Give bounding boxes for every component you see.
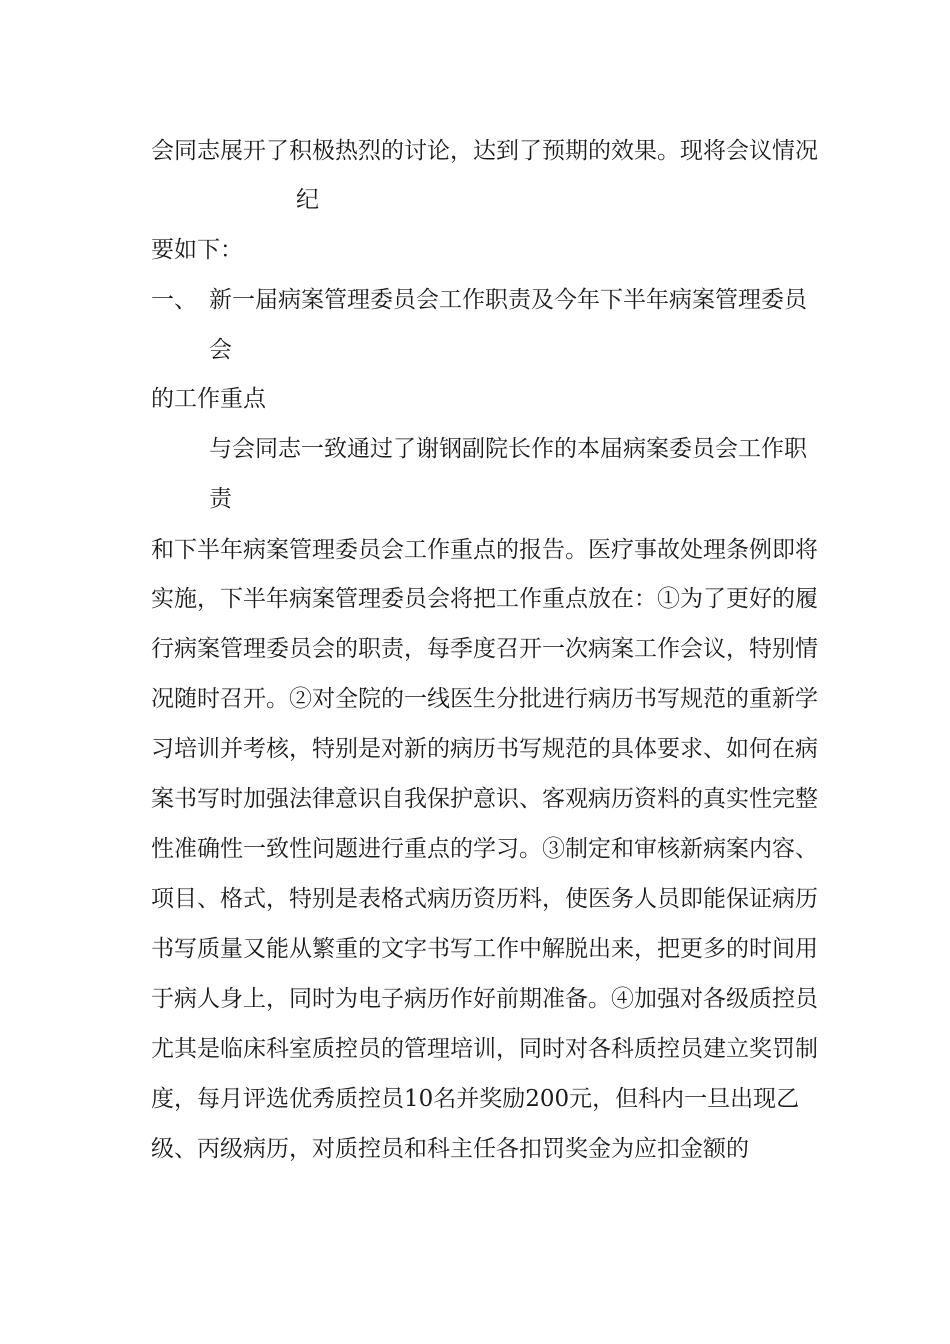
section-number: 一、 [151,287,197,313]
section-heading-line-2: 会 [209,337,232,363]
section-heading-line-1: 新一届病案管理委员会工作职责及今年下半年病案管理委员 [209,287,807,313]
paragraph-line-9: 性准确性一致性问题进行重点的学习。③制定和审核新病案内容、 [151,836,818,862]
section-heading-line-3: 的工作重点 [151,386,266,412]
paragraph-line-14: 度，每月评选优秀质控员10名并奖励200元，但科内一旦出现乙 [151,1086,800,1112]
paragraph-line-4: 实施，下半年病案管理委员会将把工作重点放在：①为了更好的履 [151,586,818,612]
paragraph-line-10: 项目、格式，特别是表格式病历资历料，使医务人员即能保证病历 [151,886,818,912]
paragraph-line-12: 于病人身上，同时为电子病历作好前期准备。④加强对各级质控员 [151,986,818,1012]
paragraph-line-2: 责 [209,486,232,512]
paragraph-line-13: 尤其是临床科室质控员的管理培训，同时对各科质控员建立奖罚制 [151,1036,818,1062]
text-line-3: 要如下： [151,237,243,263]
text-line-2: 纪 [296,187,319,213]
paragraph-line-7: 习培训并考核，特别是对新的病历书写规范的具体要求、如何在病 [151,736,818,762]
paragraph-line-5: 行病案管理委员会的职责，每季度召开一次病案工作会议，特别情 [151,636,818,662]
paragraph-line-11: 书写质量又能从繁重的文字书写工作中解脱出来，把更多的时间用 [151,936,818,962]
text-line-1: 会同志展开了积极热烈的讨论，达到了预期的效果。现将会议情况 [151,138,818,164]
paragraph-line-6: 况随时召开。②对全院的一线医生分批进行病历书写规范的重新学 [151,686,818,712]
paragraph-line-1: 与会同志一致通过了谢钢副院长作的本届病案委员会工作职 [209,436,807,462]
paragraph-line-8: 案书写时加强法律意识自我保护意识、客观病历资料的真实性完整 [151,786,818,812]
paragraph-line-3: 和下半年病案管理委员会工作重点的报告。医疗事故处理条例即将 [151,537,818,563]
paragraph-line-15: 级、丙级病历，对质控员和科主任各扣罚奖金为应扣金额的 [151,1136,749,1162]
